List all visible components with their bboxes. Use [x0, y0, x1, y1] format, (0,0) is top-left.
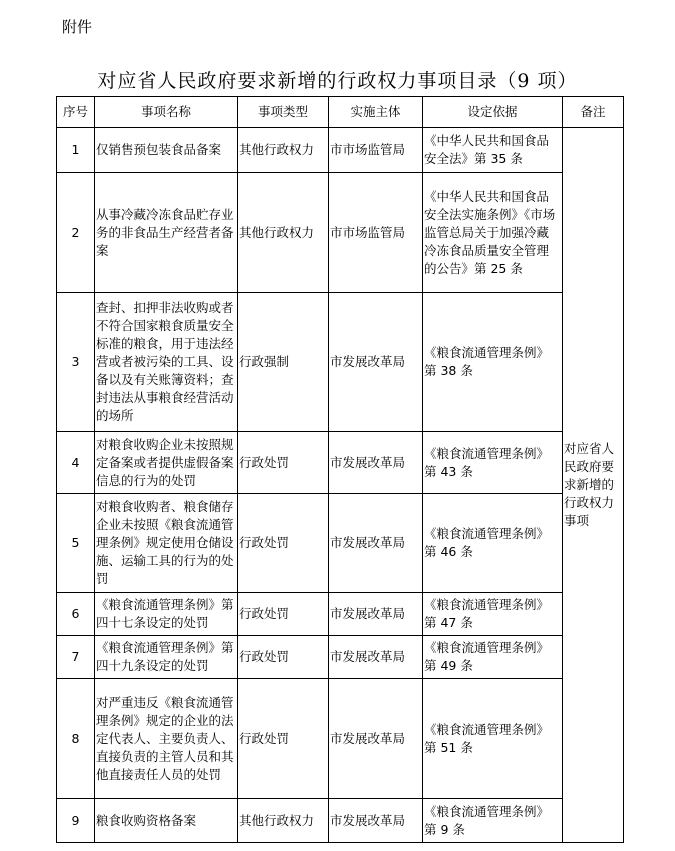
table-row: [57, 173, 624, 293]
table-row: [57, 432, 624, 494]
row-subject: 市发展改革局: [329, 679, 423, 799]
table-row: [57, 593, 624, 636]
row-subject: 市市场监管局: [329, 173, 423, 293]
row-type: 行政强制: [238, 293, 329, 432]
row-basis: 《中华人民共和国食品安全法实施条例》《市场监管总局关于加强冷藏冷冻食品质量安全管理的公告》第 25 条: [423, 173, 563, 293]
row-type: 行政处罚: [238, 432, 329, 494]
table-row: [57, 293, 624, 432]
row-no: 6: [57, 593, 95, 636]
row-no: 2: [57, 173, 95, 293]
row-type: 其他行政权力: [238, 128, 329, 173]
row-type: 行政处罚: [238, 636, 329, 679]
row-name: 粮食收购资格备案: [95, 799, 238, 843]
row-basis: 《粮食流通管理条例》第 46 条: [423, 494, 563, 593]
header-type: 事项类型: [238, 97, 329, 128]
row-basis: 《粮食流通管理条例》第 9 条: [423, 799, 563, 843]
remark-cell: 对应省人民政府要求新增的行政权力事项: [563, 128, 624, 843]
row-type: 行政处罚: [238, 679, 329, 799]
row-type: 行政处罚: [238, 494, 329, 593]
header-basis: 设定依据: [423, 97, 563, 128]
row-type: 其他行政权力: [238, 173, 329, 293]
row-subject: 市发展改革局: [329, 432, 423, 494]
row-name: 《粮食流通管理条例》第四十九条设定的处罚: [95, 636, 238, 679]
row-name: 从事冷藏冷冻食品贮存业务的非食品生产经营者备案: [95, 173, 238, 293]
row-name: 查封、扣押非法收购或者不符合国家粮食质量安全标准的粮食，用于违法经营或者被污染的工具、设备以及有关账簿资料；查封违法从事粮食经营活动的场所: [95, 293, 238, 432]
table-header-row: [57, 97, 624, 128]
attachment-label: 附件: [62, 18, 93, 36]
row-subject: 市发展改革局: [329, 799, 423, 843]
table-row: [57, 128, 624, 173]
document-title: 对应省人民政府要求新增的行政权力事项目录（9 项）: [97, 70, 578, 92]
row-name: 仅销售预包装食品备案: [95, 128, 238, 173]
table-row: [57, 679, 624, 799]
header-note: 备注: [563, 97, 624, 128]
power-catalog-table: [56, 96, 624, 843]
row-subject: 市市场监管局: [329, 128, 423, 173]
row-name: 《粮食流通管理条例》第四十七条设定的处罚: [95, 593, 238, 636]
row-subject: 市发展改革局: [329, 636, 423, 679]
row-subject: 市发展改革局: [329, 593, 423, 636]
row-no: 9: [57, 799, 95, 843]
row-no: 7: [57, 636, 95, 679]
row-name: 对粮食收购者、粮食储存企业未按照《粮食流通管理条例》规定使用仓储设施、运输工具的行为的处罚: [95, 494, 238, 593]
row-basis: 《粮食流通管理条例》第 49 条: [423, 636, 563, 679]
row-basis: 《粮食流通管理条例》第 38 条: [423, 293, 563, 432]
table-row: [57, 799, 624, 843]
row-subject: 市发展改革局: [329, 293, 423, 432]
table-row: [57, 636, 624, 679]
row-basis: 《粮食流通管理条例》第 47 条: [423, 593, 563, 636]
row-no: 5: [57, 494, 95, 593]
row-type: 其他行政权力: [238, 799, 329, 843]
row-name: 对严重违反《粮食流通管理条例》规定的企业的法定代表人、主要负责人、直接负责的主管人员和其他直接责任人员的处罚: [95, 679, 238, 799]
row-no: 3: [57, 293, 95, 432]
row-no: 4: [57, 432, 95, 494]
header-no: 序号: [57, 97, 95, 128]
header-subject: 实施主体: [329, 97, 423, 128]
row-basis: 《粮食流通管理条例》第 43 条: [423, 432, 563, 494]
row-type: 行政处罚: [238, 593, 329, 636]
row-no: 8: [57, 679, 95, 799]
row-basis: 《中华人民共和国食品安全法》第 35 条: [423, 128, 563, 173]
row-basis: 《粮食流通管理条例》第 51 条: [423, 679, 563, 799]
header-name: 事项名称: [95, 97, 238, 128]
table-row: [57, 494, 624, 593]
row-subject: 市发展改革局: [329, 494, 423, 593]
row-name: 对粮食收购企业未按照规定备案或者提供虚假备案信息的行为的处罚: [95, 432, 238, 494]
row-no: 1: [57, 128, 95, 173]
